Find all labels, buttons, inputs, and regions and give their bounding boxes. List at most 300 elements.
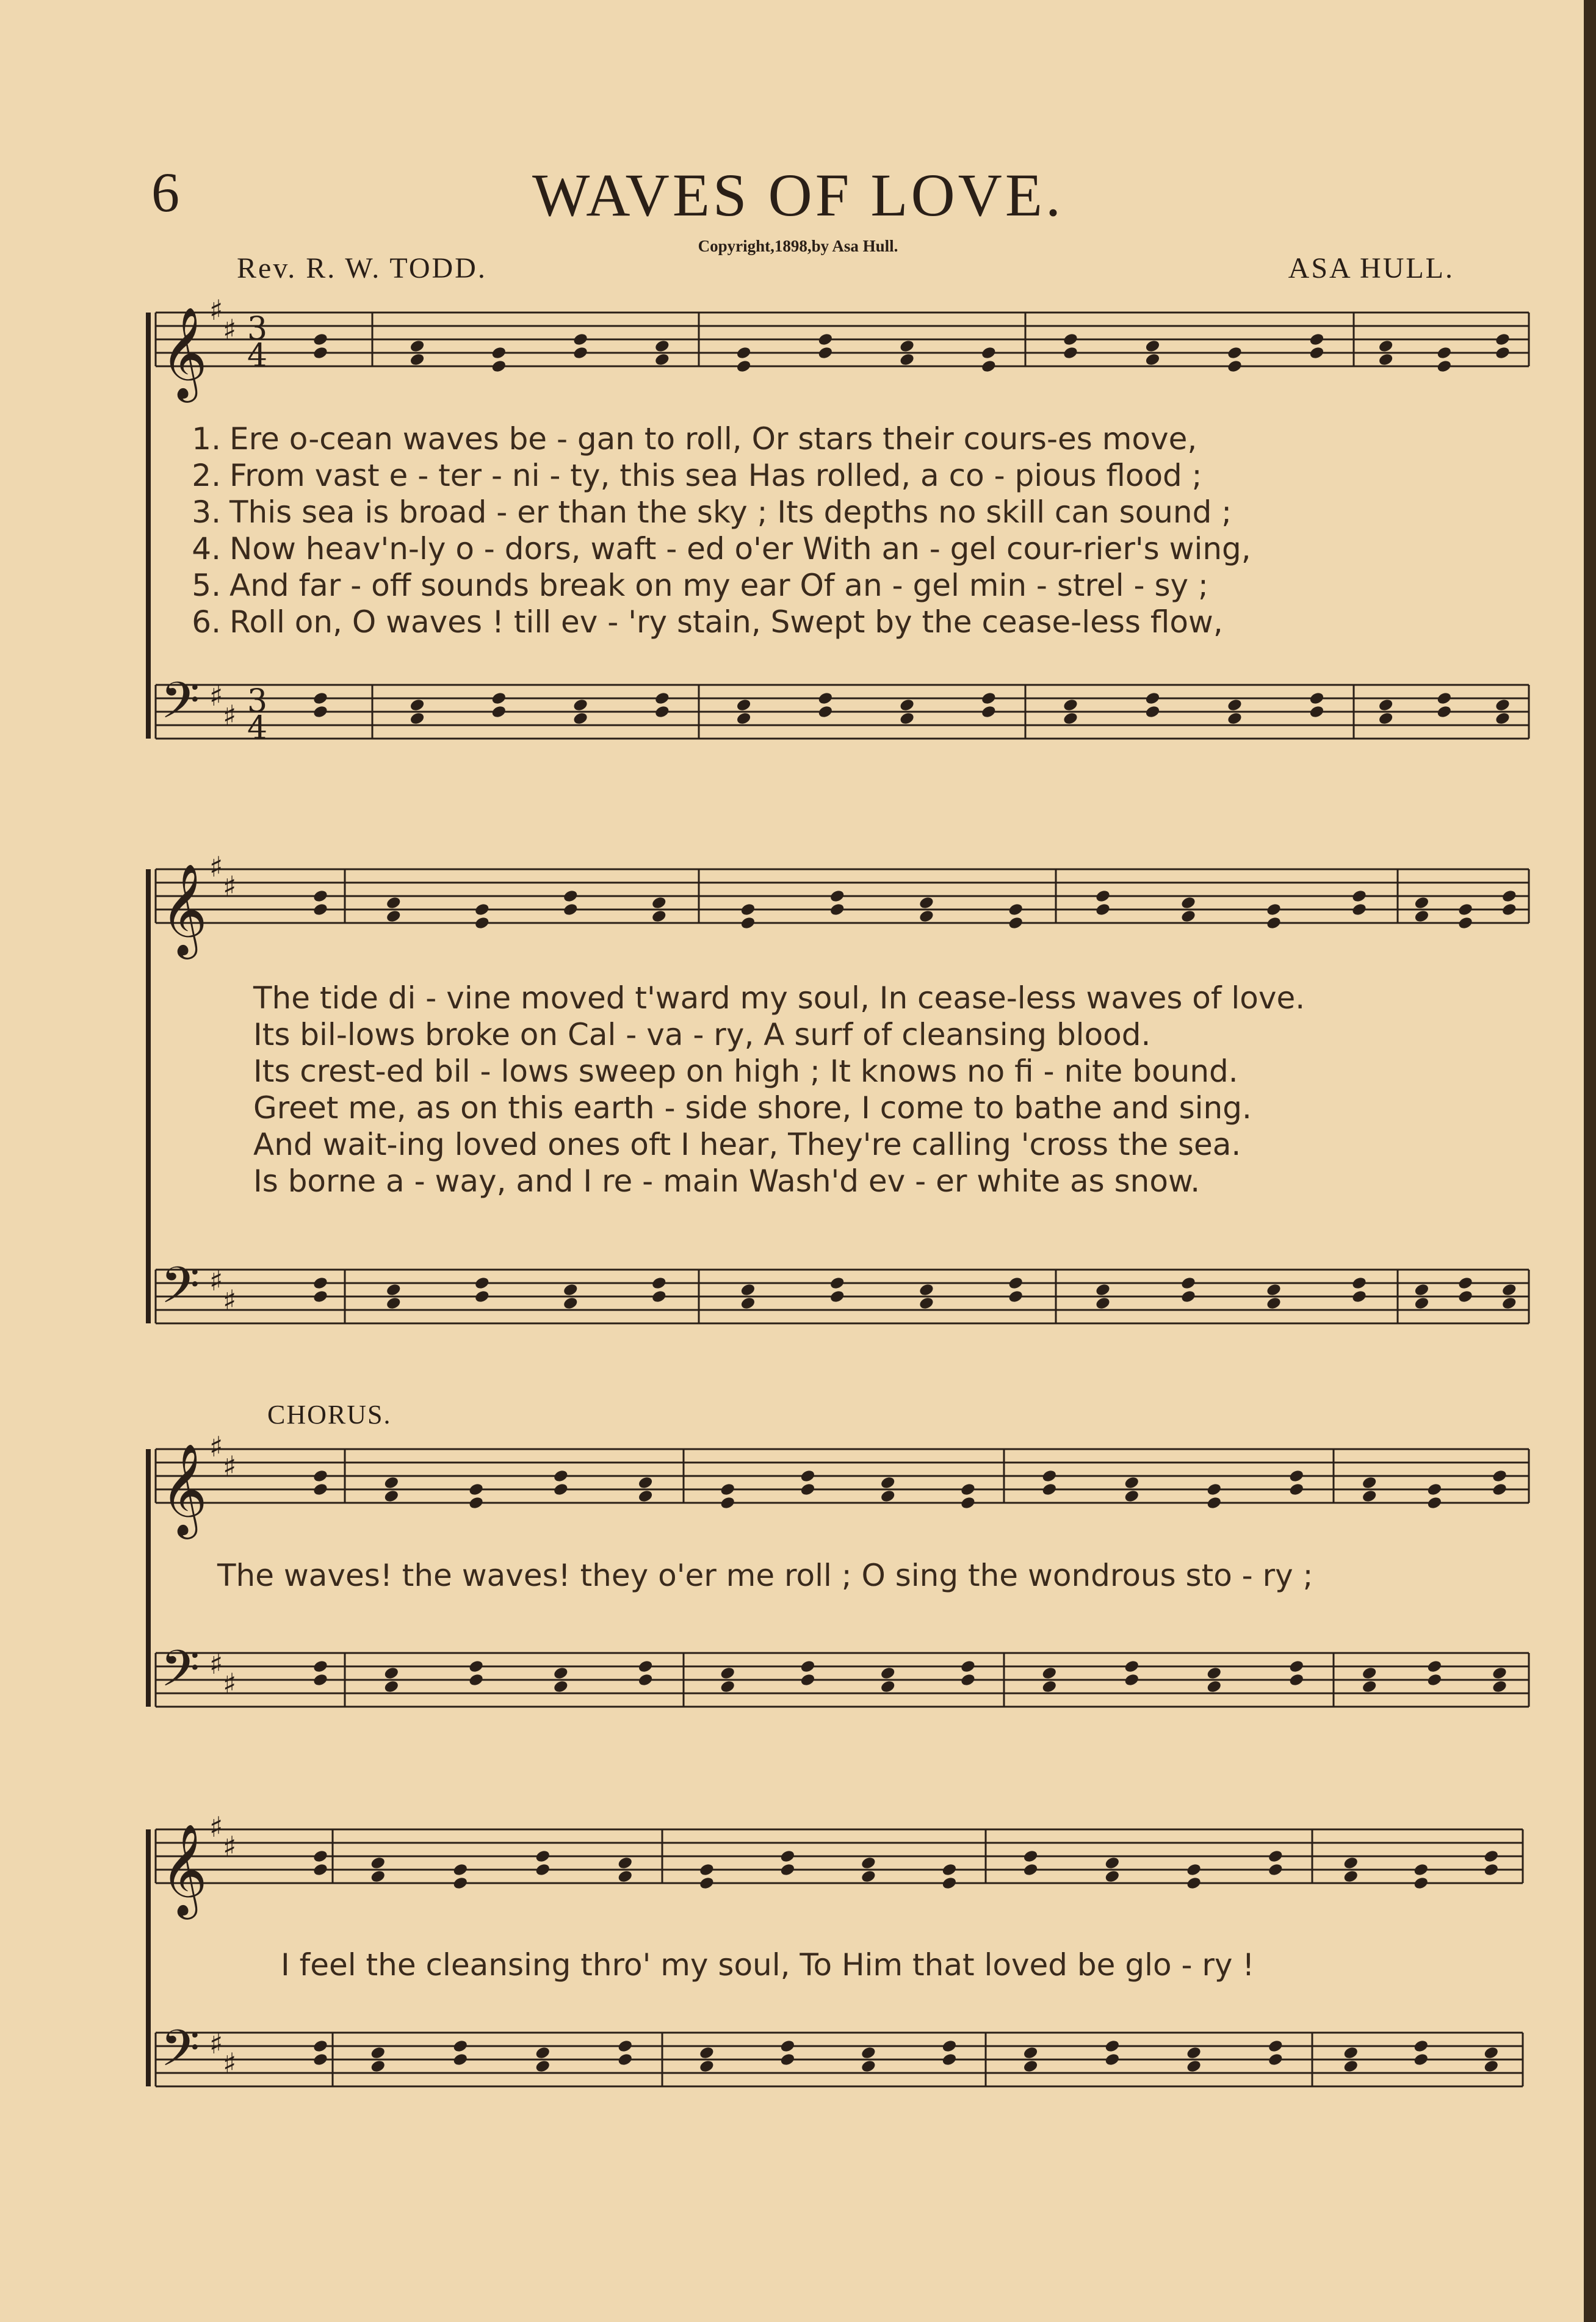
note-head (829, 1289, 845, 1304)
note-head (1436, 691, 1453, 706)
note-head (1426, 1496, 1443, 1510)
note-head (491, 704, 507, 719)
note-head (312, 1862, 329, 1877)
note-head (562, 902, 579, 917)
note-head (1266, 1282, 1282, 1297)
note-head (572, 698, 589, 712)
verse-line: The tide di - vine moved t'ward my soul, In cease-less waves of love. (253, 980, 1305, 1016)
note-head (879, 1489, 896, 1503)
note-head (491, 345, 507, 360)
note-head (861, 1869, 877, 1884)
note-head (535, 1849, 551, 1864)
note-head (817, 345, 834, 360)
note-head (1495, 711, 1511, 726)
note-head (312, 345, 329, 360)
note-head (1095, 1296, 1111, 1311)
verse-number: 6. (192, 604, 221, 640)
note-head (879, 1666, 896, 1680)
note-head (617, 2039, 634, 2053)
clef-glyph: ♯ (223, 1667, 237, 1700)
note-head (1309, 704, 1325, 719)
note-head (1483, 1849, 1500, 1864)
note-head (468, 1482, 485, 1497)
chorus-label: CHORUS. (267, 1400, 392, 1430)
note-head (1495, 698, 1511, 712)
note-head (1095, 889, 1111, 903)
note-head (572, 345, 589, 360)
note-head (1436, 359, 1453, 374)
note-head (651, 895, 667, 910)
note-head (1288, 1469, 1305, 1483)
clef-glyph: 𝄞 (161, 1442, 208, 1535)
note-head (1351, 902, 1368, 917)
verse-line (171, 458, 1202, 493)
clef-glyph: 𝄞 (161, 1823, 208, 1915)
note-head (740, 1282, 756, 1297)
note-head (1413, 1862, 1429, 1877)
note-head (385, 895, 402, 910)
note-head (452, 2039, 469, 2053)
note-head (800, 1659, 816, 1674)
note-head (829, 1276, 845, 1290)
clef-glyph: ♯ (209, 294, 223, 327)
note-head (817, 691, 834, 706)
note-head (1063, 698, 1079, 712)
note-head (370, 1856, 386, 1870)
note-head (1266, 902, 1282, 917)
note-head (312, 332, 329, 347)
note-head (312, 2052, 329, 2067)
note-head (1495, 332, 1511, 347)
note-head (535, 2045, 551, 2060)
verse-line: Is borne a - way, and I re - main Wash'd ev - er white as snow. (253, 1163, 1201, 1199)
note-head (468, 1659, 485, 1674)
note-head (720, 1679, 736, 1694)
clef-glyph: ♯ (223, 1284, 237, 1317)
note-head (370, 2045, 386, 2060)
note-head (1501, 889, 1517, 903)
note-head (1351, 1289, 1368, 1304)
clef-glyph: ♯ (209, 1810, 223, 1843)
clef-glyph: ♯ (223, 1830, 237, 1863)
note-head (312, 1469, 329, 1483)
note-head (1426, 1482, 1443, 1497)
note-head (651, 1289, 667, 1304)
note-head (1267, 2039, 1284, 2053)
note-head (312, 889, 329, 903)
note-head (899, 698, 915, 712)
verse-line (171, 604, 1223, 640)
note-head (1180, 1289, 1197, 1304)
note-head (312, 1276, 329, 1290)
note-head (1124, 1489, 1140, 1503)
note-head (941, 2039, 958, 2053)
note-head (1436, 704, 1453, 719)
note-head (312, 1673, 329, 1687)
verse-text: This sea is broad - er than the sky ; Its depths no skill can sound ; (229, 494, 1232, 530)
note-head (1483, 1862, 1500, 1877)
note-head (1124, 1673, 1140, 1687)
note-head (1483, 2045, 1500, 2060)
note-head (1288, 1482, 1305, 1497)
note-head (1266, 916, 1282, 930)
note-head (1144, 704, 1161, 719)
note-head (779, 2052, 796, 2067)
note-head (552, 1482, 569, 1497)
note-head (1022, 2045, 1039, 2060)
note-head (800, 1673, 816, 1687)
note-head (1483, 2059, 1500, 2074)
note-head (1501, 902, 1517, 917)
verse-line: Its bil-lows broke on Cal - va - ry, A surf of cleansing blood. (253, 1017, 1151, 1052)
verse-line: And wait-ing loved ones oft I hear, They're calling 'cross the sea. (253, 1127, 1241, 1162)
note-head (385, 1296, 402, 1311)
note-head (1361, 1666, 1378, 1680)
note-head (409, 352, 425, 367)
clef-glyph: 𝄢 (161, 1639, 200, 1710)
note-head (654, 352, 670, 367)
note-head (617, 1856, 634, 1870)
note-head (312, 902, 329, 917)
note-head (800, 1482, 816, 1497)
note-head (452, 1876, 469, 1890)
note-head (1414, 1282, 1430, 1297)
clef-glyph: ♯ (209, 2027, 223, 2060)
note-head (1378, 339, 1394, 353)
note-head (1457, 916, 1474, 930)
note-head (1378, 352, 1394, 367)
note-head (1288, 1659, 1305, 1674)
note-head (1063, 711, 1079, 726)
note-head (735, 711, 752, 726)
note-head (1309, 332, 1325, 347)
clef-glyph: ♯ (209, 850, 223, 883)
lyricist: Rev. R. W. TODD. (237, 252, 487, 284)
note-head (1124, 1659, 1140, 1674)
note-head (654, 691, 670, 706)
chorus-lyrics-line1: The waves! the waves! they o'er me roll ; O sing the wondrous sto - ry ; (217, 1558, 1313, 1593)
note-head (452, 1862, 469, 1877)
note-head (385, 909, 402, 924)
verse-line: Its crest-ed bil - lows sweep on high ; It knows no fi - nite bound. (253, 1054, 1238, 1089)
note-head (637, 1475, 654, 1490)
note-head (699, 1862, 715, 1877)
note-head (735, 345, 752, 360)
note-head (1351, 889, 1368, 903)
verse-number: 1. (192, 421, 221, 457)
note-head (861, 1856, 877, 1870)
note-head (1457, 1289, 1474, 1304)
note-head (919, 895, 935, 910)
note-head (1180, 895, 1197, 910)
chorus-lyrics-line2: I feel the cleansing thro' my soul, To Him that loved be glo - ry ! (281, 1947, 1255, 1983)
note-head (491, 359, 507, 374)
note-head (1288, 1673, 1305, 1687)
note-head (474, 902, 490, 917)
note-head (720, 1496, 736, 1510)
verse-line: Greet me, as on this earth - side shore, I come to bathe and sing. (253, 1090, 1252, 1126)
note-head (699, 2059, 715, 2074)
note-head (1492, 1666, 1508, 1680)
note-head (312, 1659, 329, 1674)
note-head (919, 1282, 935, 1297)
note-head (1095, 902, 1111, 917)
note-head (637, 1673, 654, 1687)
note-head (1413, 2052, 1429, 2067)
note-head (383, 1489, 400, 1503)
page-number: 6 (151, 161, 179, 223)
note-head (779, 1862, 796, 1877)
note-head (312, 1482, 329, 1497)
note-head (562, 1296, 579, 1311)
note-head (1008, 1276, 1024, 1290)
clef-glyph: 𝄞 (161, 306, 208, 399)
clef-glyph: ♯ (209, 679, 223, 712)
note-head (960, 1659, 977, 1674)
note-head (960, 1496, 977, 1510)
note-head (474, 1276, 490, 1290)
note-head (312, 1289, 329, 1304)
note-head (1426, 1673, 1443, 1687)
note-head (1457, 902, 1474, 917)
note-head (651, 909, 667, 924)
note-head (1361, 1489, 1378, 1503)
note-head (562, 889, 579, 903)
note-head (409, 711, 425, 726)
clef-glyph: 3 (247, 683, 268, 720)
note-head (1426, 1659, 1443, 1674)
note-head (899, 711, 915, 726)
verse-text: Ere o-cean waves be - gan to roll, Or stars their cours-es move, (229, 421, 1197, 457)
note-head (779, 2039, 796, 2053)
note-head (552, 1679, 569, 1694)
note-head (1267, 1849, 1284, 1864)
note-head (491, 691, 507, 706)
verse-number: 2. (192, 458, 221, 493)
note-head (1492, 1482, 1508, 1497)
note-head (1095, 1282, 1111, 1297)
note-head (1206, 1666, 1222, 1680)
note-head (740, 916, 756, 930)
verse-line (171, 568, 1208, 603)
note-head (1492, 1469, 1508, 1483)
note-head (861, 2045, 877, 2060)
note-head (1414, 895, 1430, 910)
note-head (1309, 345, 1325, 360)
note-head (941, 1876, 958, 1890)
note-head (960, 1673, 977, 1687)
clef-glyph: ♯ (223, 870, 237, 903)
note-head (899, 352, 915, 367)
note-head (385, 1282, 402, 1297)
clef-glyph: 4 (247, 338, 268, 374)
note-head (370, 2059, 386, 2074)
note-head (1022, 2059, 1039, 2074)
note-head (1267, 1862, 1284, 1877)
note-head (1104, 1869, 1121, 1884)
note-head (800, 1469, 816, 1483)
note-head (637, 1489, 654, 1503)
note-head (1041, 1482, 1058, 1497)
note-head (654, 339, 670, 353)
note-head (1008, 1289, 1024, 1304)
clef-glyph: 𝄢 (161, 2019, 200, 2090)
note-head (370, 1869, 386, 1884)
verse-text: Now heav'n-ly o - dors, waft - ed o'er With an - gel cour-rier's wing, (229, 531, 1251, 566)
note-head (312, 691, 329, 706)
note-head (1309, 691, 1325, 706)
note-head (1008, 916, 1024, 930)
note-head (409, 339, 425, 353)
note-head (409, 698, 425, 712)
note-head (312, 1849, 329, 1864)
note-head (919, 1296, 935, 1311)
note-head (740, 902, 756, 917)
copyright-notice: Copyright,1898,by Asa Hull. (698, 237, 898, 255)
verse-text: Roll on, O waves ! till ev - 'ry stain, Swept by the cease-less flow, (229, 604, 1223, 640)
note-head (617, 2052, 634, 2067)
note-head (1186, 1876, 1202, 1890)
note-head (1414, 909, 1430, 924)
note-head (735, 359, 752, 374)
clef-glyph: 𝄢 (161, 1256, 200, 1327)
verse-text: From vast e - ter - ni - ty, this sea Has rolled, a co - pious flood ; (229, 458, 1202, 493)
note-head (572, 332, 589, 347)
note-head (1186, 2059, 1202, 2074)
note-head (552, 1469, 569, 1483)
note-head (1022, 1849, 1039, 1864)
note-head (1206, 1482, 1222, 1497)
note-head (535, 2059, 551, 2074)
note-head (1495, 345, 1511, 360)
note-head (740, 1296, 756, 1311)
clef-glyph: 𝄢 (161, 671, 200, 742)
note-head (879, 1475, 896, 1490)
note-head (1457, 1276, 1474, 1290)
note-head (1144, 339, 1161, 353)
note-head (941, 1862, 958, 1877)
note-head (651, 1276, 667, 1290)
note-head (1063, 332, 1079, 347)
note-head (562, 1282, 579, 1297)
note-head (829, 902, 845, 917)
note-head (312, 704, 329, 719)
hymn-title: WAVES OF LOVE. (532, 161, 1064, 229)
note-head (1227, 359, 1243, 374)
note-head (383, 1666, 400, 1680)
note-head (383, 1679, 400, 1694)
clef-glyph: 3 (247, 311, 268, 347)
note-head (468, 1496, 485, 1510)
note-head (1414, 1296, 1430, 1311)
note-head (654, 704, 670, 719)
note-head (474, 1289, 490, 1304)
note-head (1144, 691, 1161, 706)
note-head (468, 1673, 485, 1687)
clef-glyph: ♯ (223, 1450, 237, 1483)
note-head (735, 698, 752, 712)
note-head (879, 1679, 896, 1694)
note-head (1180, 909, 1197, 924)
clef-glyph: 4 (247, 710, 268, 747)
note-head (720, 1482, 736, 1497)
note-head (1124, 1475, 1140, 1490)
note-head (980, 359, 997, 374)
note-head (1267, 2052, 1284, 2067)
note-head (552, 1666, 569, 1680)
note-head (1266, 1296, 1282, 1311)
note-head (474, 916, 490, 930)
note-head (1186, 2045, 1202, 2060)
note-head (1227, 698, 1243, 712)
clef-glyph: ♯ (209, 1430, 223, 1463)
verse-line (171, 494, 1232, 530)
note-head (1063, 345, 1079, 360)
note-head (720, 1666, 736, 1680)
note-head (535, 1862, 551, 1877)
note-head (1361, 1679, 1378, 1694)
note-head (1351, 1276, 1368, 1290)
clef-glyph: ♯ (223, 699, 237, 732)
note-head (861, 2059, 877, 2074)
note-head (1041, 1469, 1058, 1483)
note-head (941, 2052, 958, 2067)
note-head (1492, 1679, 1508, 1694)
page-edge (1584, 0, 1596, 2322)
composer: ASA HULL. (1288, 252, 1454, 284)
note-head (1144, 352, 1161, 367)
note-head (1041, 1666, 1058, 1680)
clef-glyph: ♯ (223, 313, 237, 346)
note-head (1413, 1876, 1429, 1890)
note-head (1180, 1276, 1197, 1290)
clef-glyph: ♯ (209, 1264, 223, 1297)
note-head (1501, 1282, 1517, 1297)
note-head (1227, 345, 1243, 360)
note-head (1227, 711, 1243, 726)
note-head (1104, 2052, 1121, 2067)
verse-number: 4. (192, 531, 221, 566)
note-head (617, 1869, 634, 1884)
note-head (1343, 2059, 1359, 2074)
note-head (452, 2052, 469, 2067)
note-head (980, 704, 997, 719)
note-head (919, 909, 935, 924)
note-head (980, 345, 997, 360)
clef-glyph: ♯ (223, 2047, 237, 2080)
note-head (1343, 2045, 1359, 2060)
note-head (1041, 1679, 1058, 1694)
clef-glyph: ♯ (209, 1647, 223, 1680)
note-head (1378, 698, 1394, 712)
note-head (1104, 2039, 1121, 2053)
note-head (699, 1876, 715, 1890)
clef-glyph: 𝄞 (161, 863, 208, 955)
note-head (960, 1482, 977, 1497)
note-head (1008, 902, 1024, 917)
note-head (1361, 1475, 1378, 1490)
note-head (1501, 1296, 1517, 1311)
verse-text: And far - off sounds break on my ear Of an - gel min - strel - sy ; (229, 568, 1208, 603)
note-head (1206, 1496, 1222, 1510)
note-head (779, 1849, 796, 1864)
note-head (1343, 1856, 1359, 1870)
verse-number: 3. (192, 494, 221, 530)
note-head (699, 2045, 715, 2060)
note-head (1436, 345, 1453, 360)
note-head (1378, 711, 1394, 726)
note-head (383, 1475, 400, 1490)
